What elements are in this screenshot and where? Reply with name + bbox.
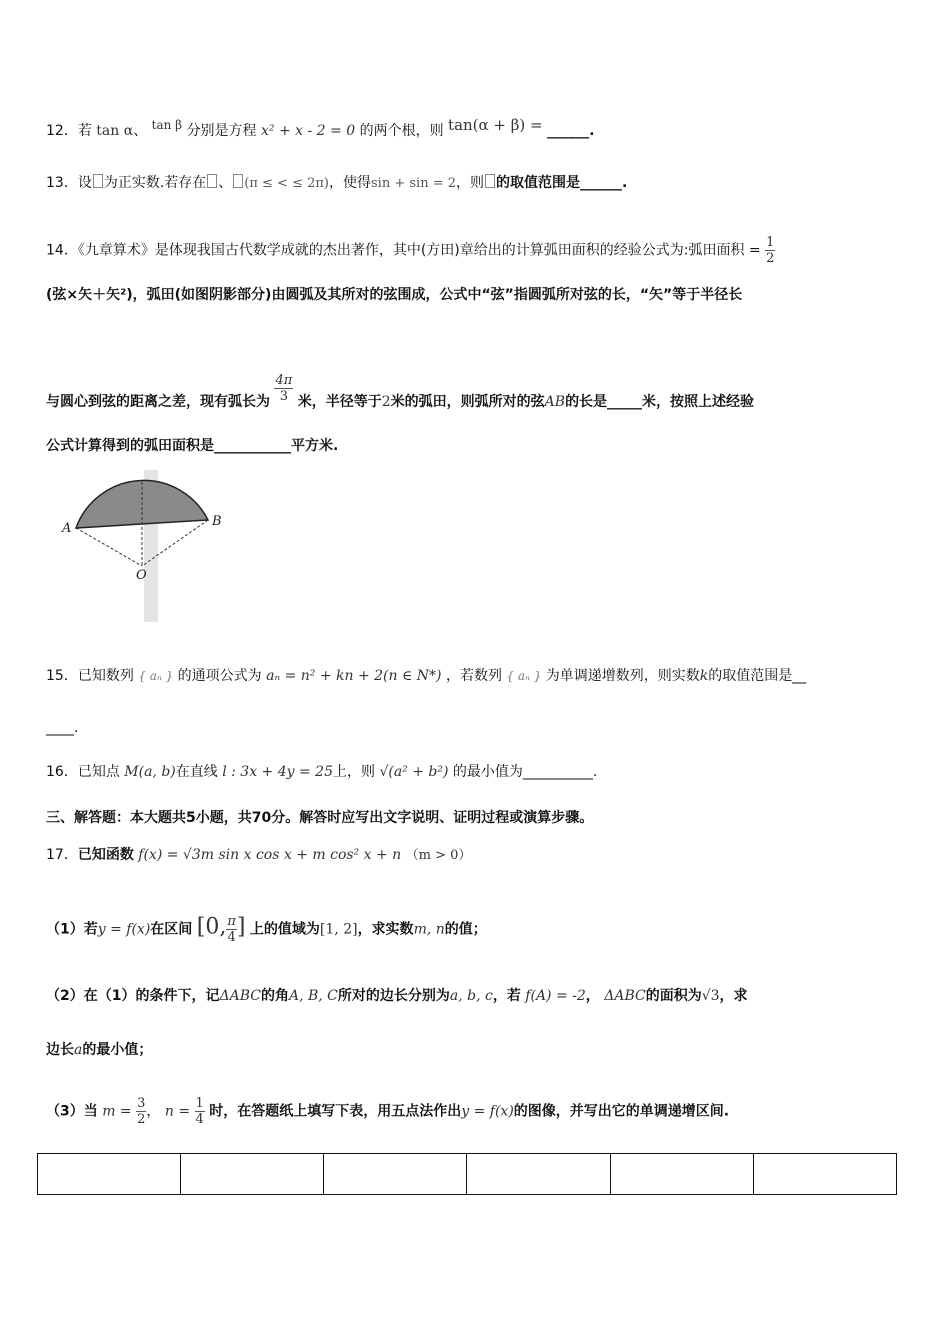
- question-12: 12．若 tan α、 tan β 分别是方程 x² + x - 2 = 0 的两个根，则 tan(α + β) = ______.: [46, 116, 595, 139]
- question-16: 16．已知点 M(a, b)在直线 l : 3x + 4y = 25上，则 √(a² + b²) 的最小值为__________.: [46, 764, 598, 780]
- tan-beta: tan β: [151, 118, 183, 132]
- question-17-part-3: （3）当 m = $\frac{3}{2}$ ， n = $\frac{1}{4}$ 时，在答题纸上填写下表，用五点法作出y = f(x)的图像，并写出它的单调递增区间.: [46, 1096, 730, 1127]
- question-17: 17．已知函数 f(x) = √3m sin x cos x + m cos² x + n （m > 0）: [46, 847, 472, 863]
- question-14-line-4: 公式计算得到的弧田面积是___________平方米.: [46, 438, 339, 454]
- table-cell: [38, 1154, 181, 1195]
- section-heading: 三、解答题：本大题共5小题，共70分。解答时应写出文字说明、证明过程或演算步骤。: [46, 810, 594, 826]
- question-14-line-1: 14．《九章算术》是体现我国古代数学成就的杰出著作，其中(方田)章给出的计算弧田面积的经验公式为:弧田面积 = $\frac{1}{2}$: [46, 235, 775, 266]
- label-a: A: [62, 521, 72, 536]
- arc-length-fraction: $\frac{4\pi}{3}$: [275, 373, 293, 404]
- range-condition: (π ≤ < ≤ 2π): [244, 176, 329, 191]
- tan-sum-expression: tan(α + β) =: [448, 116, 543, 134]
- function-definition: f(x) = √3m sin x cos x + m cos² x + n: [138, 847, 402, 863]
- question-17-part-2-line-2: 边长a的最小值；: [46, 1042, 153, 1058]
- fraction-one-half: $\frac{1}{2}$: [766, 235, 775, 266]
- equation: x² + x - 2 = 0: [261, 123, 356, 139]
- question-15-line-2: ____.: [46, 720, 79, 736]
- label-o: O: [136, 568, 147, 583]
- table-cell: [467, 1154, 610, 1195]
- question-17-part-2-line-1: （2）在（1）的条件下，记ΔABC的角A, B, C所对的边长分别为a, b, c，若 f(A) = -2， ΔABC的面积为√3，求: [46, 988, 748, 1004]
- answer-blank: ______.: [547, 123, 595, 139]
- missing-glyph-icon: [233, 174, 243, 188]
- m-fraction: $\frac{3}{2}$: [137, 1096, 146, 1127]
- sine-equation: sin + sin = 2: [371, 176, 456, 191]
- table-cell: [610, 1154, 753, 1195]
- arc-field-figure: [58, 470, 230, 622]
- missing-glyph-icon: [93, 174, 103, 188]
- tan-alpha: tan α: [96, 123, 134, 139]
- answer-table: [37, 1153, 897, 1195]
- pi-over-4: $\frac{\pi}{4}$: [227, 914, 236, 945]
- table-row: [38, 1154, 897, 1195]
- table-cell: [181, 1154, 324, 1195]
- question-15-line-1: 15．已知数列 { aₙ } 的通项公式为 aₙ = n² + kn + 2(n ∈ N*) ，若数列 { aₙ } 为单调递增数列，则实数k的取值范围是__: [46, 668, 807, 684]
- table-cell: [753, 1154, 896, 1195]
- question-13: 13．设 为正实数.若存在 、 (π ≤ < ≤ 2π)，使得sin + sin = 2，则 的取值范围是______.: [46, 175, 628, 191]
- missing-glyph-icon: [485, 174, 495, 188]
- question-17-part-1: （1）若y = f(x)在区间 [0, $\frac{\pi}{4}$ ] 上的值域为[1, 2]，求实数m, n的值；: [46, 914, 487, 945]
- missing-glyph-icon: [207, 174, 217, 188]
- table-cell: [324, 1154, 467, 1195]
- question-14-line-3: 与圆心到弦的距离之差，现有弧长为 $\frac{4\pi}{3}$ 米，半径等于2米的弧田，则弧所对的弦AB的长是_____米，按照上述经验: [46, 373, 755, 410]
- n-fraction: $\frac{1}{4}$: [195, 1096, 204, 1127]
- sequence-formula: aₙ = n² + kn + 2(n ∈ N*): [266, 668, 442, 684]
- question-14-line-2: (弦×矢＋矢²)，弧田(如图阴影部分)由圆弧及其所对的弦围成，公式中“弦”指圆弧所对弦的长，“矢”等于半径长: [46, 287, 743, 303]
- arc-field-diagram: [58, 470, 230, 622]
- label-b: B: [212, 514, 222, 529]
